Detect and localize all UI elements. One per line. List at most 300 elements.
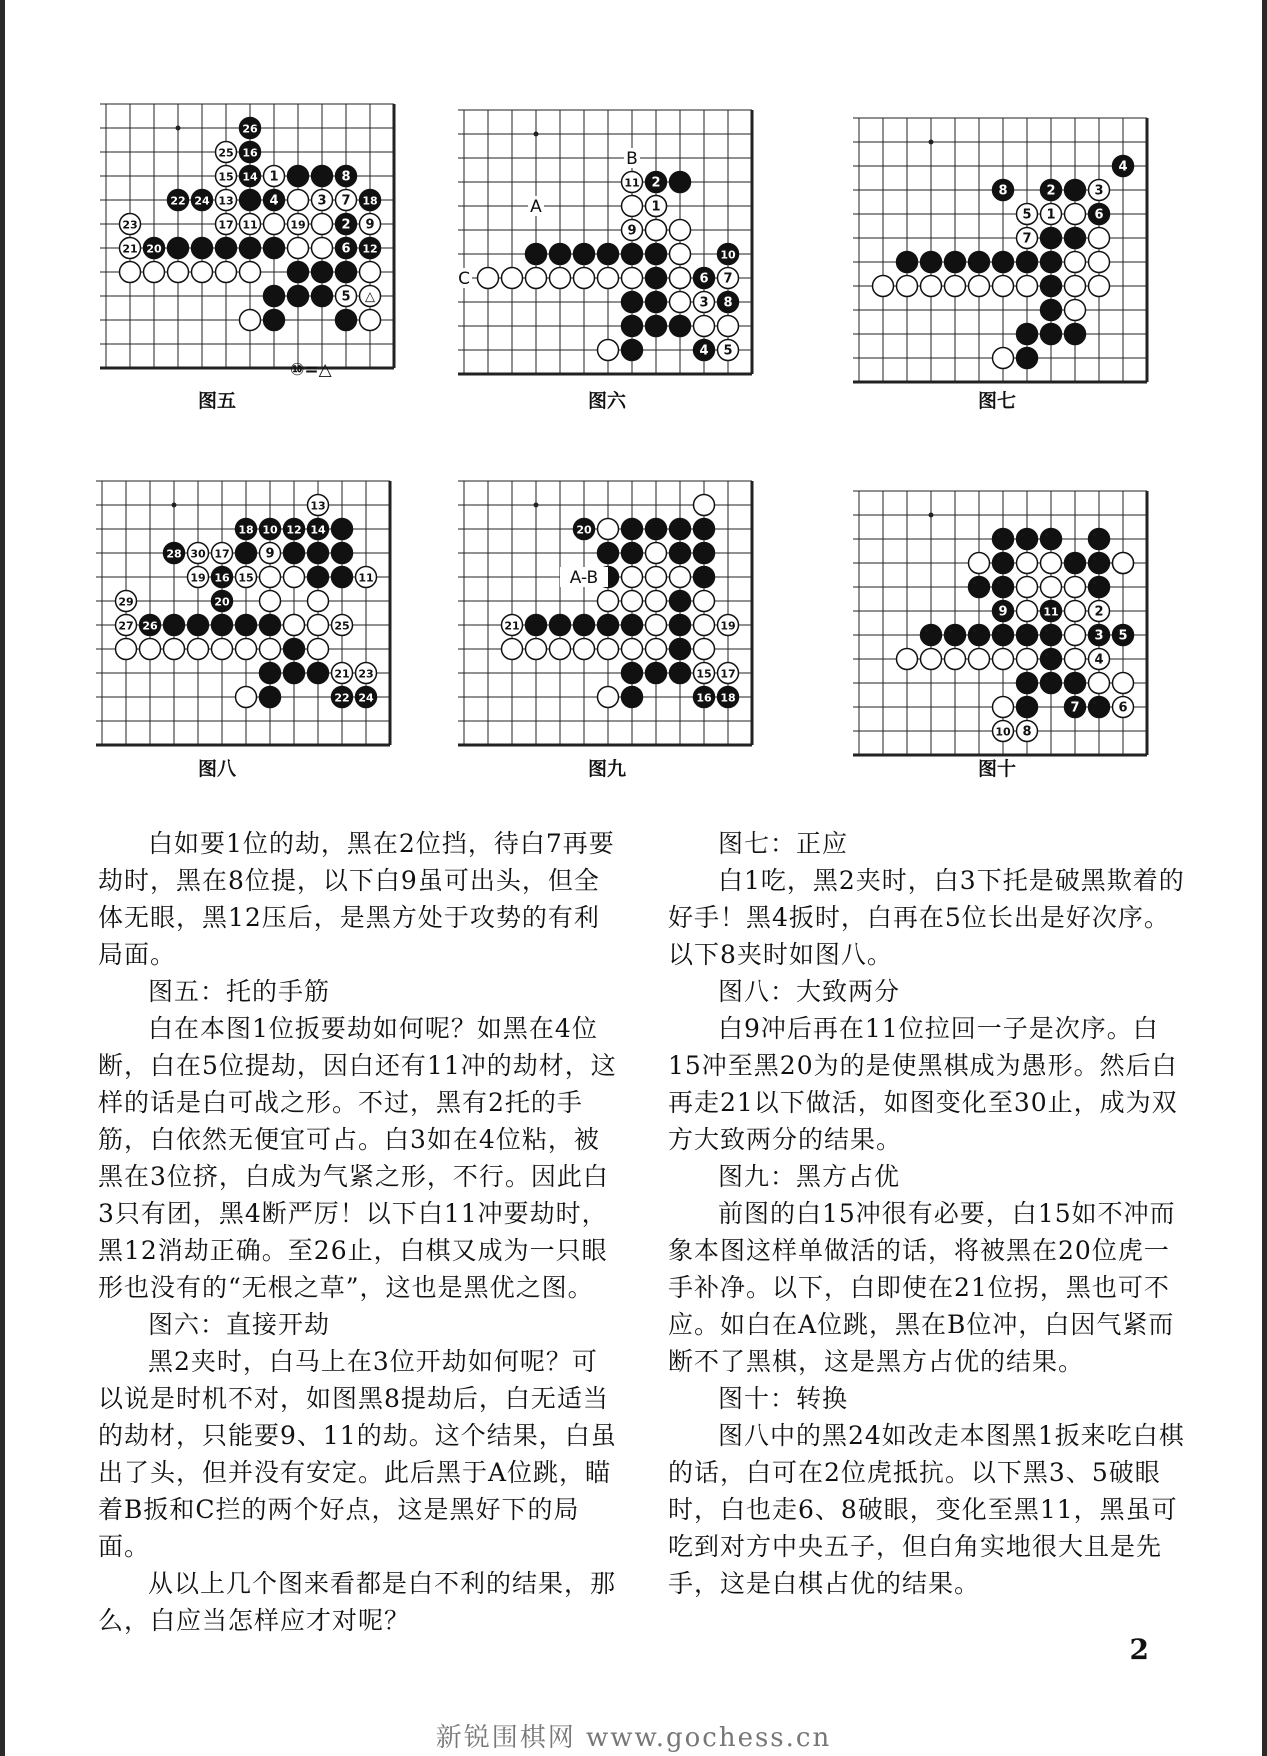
white-stone	[236, 567, 257, 588]
white-stone	[598, 687, 619, 708]
black-stone	[1017, 348, 1038, 369]
black-stone	[694, 567, 715, 588]
black-stone	[646, 292, 667, 313]
white-stone	[1113, 553, 1134, 574]
move-number: 7	[1070, 700, 1080, 716]
paragraph: 黑2夹时，白马上在3位开劫如何呢？可以说是时机不对，如图黑8提劫后，白无适当的劫材，只能要9、11的劫。这个结果，白虽出了头，但并没有安定。此后黑于A位跳，瞄着B扳和C拦的两个好点，这是黑好下的局面。	[98, 1347, 617, 1561]
black-stone	[1089, 204, 1110, 225]
white-stone	[1065, 204, 1086, 225]
black-stone	[312, 262, 333, 283]
move-number: 22	[170, 194, 186, 208]
black-stone	[622, 340, 643, 361]
white-stone	[288, 190, 309, 211]
black-stone	[1089, 577, 1110, 598]
black-stone	[144, 238, 165, 259]
white-stone	[240, 214, 261, 235]
white-stone	[969, 553, 990, 574]
white-stone	[670, 268, 691, 289]
black-stone	[1041, 276, 1062, 297]
black-stone	[993, 577, 1014, 598]
black-stone	[670, 543, 691, 564]
white-stone	[646, 220, 667, 241]
diagram-6-caption: 图六	[588, 390, 627, 412]
white-stone	[993, 721, 1014, 742]
go-diagram-9	[458, 475, 783, 735]
move-number: 11	[242, 218, 258, 232]
white-stone	[897, 276, 918, 297]
move-number: 13	[218, 194, 234, 208]
black-stone	[670, 663, 691, 684]
white-stone	[993, 348, 1014, 369]
paragraph: 前图的白15冲很有必要，白15如不冲而象本图这样单做活的话，将被黑在20位虎一手补净。以下，白即使在21位拐，黑也可不应。如白在A位跳，黑在B位冲，白因气紧而断不了黑棋，这是黑方占优的结果。	[668, 1199, 1176, 1376]
black-stone	[1089, 553, 1110, 574]
move-number: 26	[142, 619, 158, 633]
black-stone	[1041, 625, 1062, 646]
white-stone	[718, 663, 739, 684]
white-stone	[1017, 204, 1038, 225]
black-stone	[312, 286, 333, 307]
black-stone	[284, 663, 305, 684]
left-frame-line	[0, 0, 5, 1756]
black-stone	[993, 625, 1014, 646]
white-stone	[694, 292, 715, 313]
move-number: 6	[699, 271, 709, 287]
black-stone	[308, 519, 329, 540]
white-stone	[646, 639, 667, 660]
black-stone	[670, 591, 691, 612]
white-stone	[1065, 625, 1086, 646]
move-number: 15	[238, 571, 254, 585]
move-number: 9	[998, 604, 1008, 620]
white-stone	[646, 567, 667, 588]
white-stone	[360, 214, 381, 235]
white-stone	[168, 262, 189, 283]
black-stone	[945, 252, 966, 273]
move-number: 17	[218, 218, 234, 232]
go-diagram-8	[96, 475, 421, 735]
white-stone	[694, 495, 715, 516]
white-stone	[308, 615, 329, 636]
move-number: 6	[1118, 700, 1128, 716]
black-stone	[1017, 697, 1038, 718]
black-stone	[670, 172, 691, 193]
move-number: 11	[358, 571, 374, 585]
black-stone	[1065, 553, 1086, 574]
white-stone	[192, 262, 213, 283]
star-point	[176, 126, 181, 131]
white-stone	[478, 268, 499, 289]
white-stone	[945, 276, 966, 297]
move-number: 17	[214, 547, 230, 561]
white-stone	[574, 639, 595, 660]
point-label: C	[458, 269, 470, 289]
white-stone	[240, 262, 261, 283]
move-number: 9	[627, 223, 637, 239]
white-stone	[236, 687, 257, 708]
black-stone	[332, 687, 353, 708]
move-number: 8	[723, 295, 733, 311]
black-stone	[718, 687, 739, 708]
section-heading: 图七：正应	[718, 829, 849, 858]
black-stone	[336, 166, 357, 187]
white-stone	[718, 316, 739, 337]
white-stone	[240, 310, 261, 331]
black-stone	[718, 292, 739, 313]
white-stone	[144, 262, 165, 283]
paragraph: 白1吃，黑2夹时，白3下托是破黑欺着的好手！黑4扳时，白再在5位长出是好次序。以下8夹时如图八。	[668, 866, 1185, 969]
move-number: 6	[1094, 207, 1104, 223]
white-stone	[622, 220, 643, 241]
black-stone	[921, 252, 942, 273]
move-number: 8	[1022, 724, 1032, 740]
white-stone	[264, 166, 285, 187]
white-stone	[1017, 721, 1038, 742]
black-stone	[164, 615, 185, 636]
white-stone	[646, 543, 667, 564]
black-stone	[260, 687, 281, 708]
move-number: 2	[1046, 183, 1056, 199]
white-stone	[670, 292, 691, 313]
white-stone	[1113, 697, 1134, 718]
white-stone	[360, 310, 381, 331]
white-stone	[1065, 649, 1086, 670]
white-stone	[1017, 577, 1038, 598]
white-stone	[598, 591, 619, 612]
black-stone	[164, 543, 185, 564]
white-stone	[646, 196, 667, 217]
black-stone	[670, 519, 691, 540]
right-text-column	[668, 825, 1188, 1602]
black-stone	[1113, 625, 1134, 646]
black-stone	[969, 625, 990, 646]
white-stone	[598, 340, 619, 361]
move-number: 9	[265, 546, 275, 562]
black-stone	[212, 591, 233, 612]
move-number: 4	[1094, 652, 1104, 668]
move-number: 18	[238, 523, 254, 537]
black-stone	[646, 172, 667, 193]
black-stone	[284, 543, 305, 564]
white-stone	[1089, 649, 1110, 670]
white-stone	[116, 591, 137, 612]
move-number: 14	[242, 170, 258, 184]
black-stone	[574, 615, 595, 636]
white-stone	[502, 615, 523, 636]
black-stone	[550, 615, 571, 636]
move-number: 10	[720, 248, 736, 262]
move-number: 10	[262, 523, 278, 537]
move-number: 23	[358, 667, 374, 681]
white-stone	[164, 639, 185, 660]
paragraph: 白如要1位的劫，黑在2位挡，待白7再要劫时，黑在8位提，以下白9虽可出头，但全体无眼，黑12压后，是黑方处于攻势的有利局面。	[98, 829, 615, 969]
paragraph: 白9冲后再在11位拉回一子是次序。白15冲至黑20为的是使黑棋成为愚形。然后白再走21以下做活，如图变化至30止，成为双方大致两分的结果。	[668, 1014, 1178, 1154]
white-stone	[288, 238, 309, 259]
black-stone	[140, 615, 161, 636]
move-number: 1	[651, 199, 661, 215]
move-number: 12	[362, 242, 378, 256]
white-stone	[1065, 577, 1086, 598]
black-stone	[308, 543, 329, 564]
black-stone	[622, 687, 643, 708]
black-stone	[1041, 228, 1062, 249]
white-stone	[1089, 276, 1110, 297]
black-stone	[646, 316, 667, 337]
move-number: 23	[122, 218, 138, 232]
black-stone	[1041, 673, 1062, 694]
black-stone	[1041, 252, 1062, 273]
white-stone	[188, 543, 209, 564]
black-stone	[993, 180, 1014, 201]
black-stone	[1041, 649, 1062, 670]
black-stone	[168, 190, 189, 211]
move-number: 14	[310, 523, 326, 537]
black-stone	[574, 519, 595, 540]
black-stone	[1041, 601, 1062, 622]
white-stone	[308, 495, 329, 516]
black-stone	[264, 286, 285, 307]
black-stone	[236, 615, 257, 636]
white-stone	[1041, 553, 1062, 574]
black-stone	[993, 553, 1014, 574]
move-number: 8	[998, 183, 1008, 199]
move-number: 21	[504, 619, 520, 633]
black-stone	[332, 519, 353, 540]
move-number: 29	[118, 595, 134, 609]
black-stone	[260, 615, 281, 636]
diagram-5-caption: 图五	[198, 390, 237, 412]
move-number: 25	[218, 146, 234, 160]
diagram-8-caption: 图八	[198, 758, 237, 780]
white-stone	[598, 639, 619, 660]
go-board-10	[853, 485, 1178, 745]
black-stone	[336, 262, 357, 283]
white-stone	[526, 639, 547, 660]
move-number: 12	[286, 523, 302, 537]
white-stone	[260, 591, 281, 612]
move-number: 4	[699, 343, 709, 359]
move-number: 8	[341, 169, 351, 185]
white-stone	[1065, 601, 1086, 622]
black-stone	[694, 687, 715, 708]
move-number: 4	[1118, 159, 1128, 175]
go-board-9	[458, 475, 783, 735]
black-stone	[360, 190, 381, 211]
black-stone	[694, 519, 715, 540]
black-stone	[622, 292, 643, 313]
black-stone	[1041, 180, 1062, 201]
white-stone	[188, 567, 209, 588]
white-stone	[360, 262, 381, 283]
white-stone	[718, 340, 739, 361]
move-number: 5	[723, 343, 733, 359]
move-number: 2	[341, 217, 351, 233]
move-number: 7	[723, 271, 733, 287]
white-stone	[216, 142, 237, 163]
black-stone	[646, 268, 667, 289]
white-stone	[670, 244, 691, 265]
black-stone	[332, 567, 353, 588]
black-stone	[260, 663, 281, 684]
move-number: 15	[218, 170, 234, 184]
move-number: 25	[334, 619, 350, 633]
black-stone	[336, 238, 357, 259]
white-stone	[1017, 553, 1038, 574]
black-stone	[622, 663, 643, 684]
section-heading: 图五：托的手筋	[148, 977, 331, 1006]
white-stone	[526, 268, 547, 289]
point-label: A	[530, 197, 542, 217]
white-stone	[670, 567, 691, 588]
page-number: 2	[1129, 1633, 1149, 1666]
white-stone	[897, 649, 918, 670]
black-stone	[264, 310, 285, 331]
black-stone	[1065, 673, 1086, 694]
black-stone	[192, 190, 213, 211]
move-number: 17	[720, 667, 736, 681]
white-stone	[969, 649, 990, 670]
black-stone	[646, 663, 667, 684]
black-stone	[1017, 673, 1038, 694]
move-number: 4	[269, 193, 279, 209]
star-point	[929, 513, 934, 518]
black-stone	[1065, 324, 1086, 345]
move-number: 22	[334, 691, 350, 705]
black-stone	[598, 615, 619, 636]
black-stone	[356, 687, 377, 708]
white-stone	[921, 276, 942, 297]
move-number: 30	[190, 547, 206, 561]
white-stone	[216, 166, 237, 187]
section-heading: 图八：大致两分	[718, 977, 901, 1006]
paragraph: 图八中的黑24如改走本图黑1扳来吃白棋的话，白可在2位虎抵抗。以下黑3、5破眼时，白也走6、8破眼，变化至黑11，黑虽可吃到对方中央五子，但白角实地很大且是先手，这是白棋占优的结果。	[668, 1421, 1185, 1598]
black-stone	[336, 310, 357, 331]
black-stone	[969, 252, 990, 273]
black-stone	[526, 615, 547, 636]
white-stone	[1065, 276, 1086, 297]
move-number: 19	[290, 218, 306, 232]
black-stone	[598, 244, 619, 265]
black-stone	[969, 577, 990, 598]
star-point	[929, 140, 934, 145]
black-stone	[1089, 529, 1110, 550]
white-stone	[332, 663, 353, 684]
move-number: 26	[242, 122, 258, 136]
move-number: 24	[194, 194, 210, 208]
section-heading: 图十：转换	[718, 1384, 849, 1413]
black-stone	[284, 519, 305, 540]
black-stone	[897, 252, 918, 273]
move-number: 11	[624, 176, 640, 190]
black-stone	[1017, 625, 1038, 646]
white-stone	[356, 567, 377, 588]
star-point	[534, 503, 539, 508]
white-stone	[622, 172, 643, 193]
white-stone	[694, 316, 715, 337]
move-number: △	[365, 289, 375, 305]
go-diagram-5	[100, 98, 410, 368]
left-text-column	[98, 825, 618, 1639]
black-stone	[993, 252, 1014, 273]
white-stone	[216, 190, 237, 211]
white-stone	[284, 615, 305, 636]
section-heading: 图九：黑方占优	[718, 1162, 901, 1191]
move-number: 7	[341, 193, 351, 209]
black-stone	[694, 340, 715, 361]
white-stone	[622, 196, 643, 217]
white-stone	[694, 663, 715, 684]
move-number: 15	[696, 667, 712, 681]
black-stone	[1113, 156, 1134, 177]
white-stone	[993, 649, 1014, 670]
go-board-7	[853, 112, 1178, 382]
move-number: 28	[166, 547, 182, 561]
white-stone	[550, 639, 571, 660]
black-stone	[1017, 252, 1038, 273]
point-label: B	[626, 149, 638, 169]
white-stone	[694, 615, 715, 636]
white-stone	[116, 639, 137, 660]
white-stone	[260, 639, 281, 660]
move-number: 27	[118, 619, 134, 633]
move-number: 16	[242, 146, 258, 160]
black-stone	[1041, 324, 1062, 345]
white-stone	[502, 639, 523, 660]
black-stone	[264, 238, 285, 259]
white-stone	[1017, 228, 1038, 249]
black-stone	[646, 519, 667, 540]
black-stone	[1065, 228, 1086, 249]
move-number: 10	[995, 725, 1011, 739]
black-stone	[336, 214, 357, 235]
move-number: 20	[214, 595, 230, 609]
diagram-7-caption: 图七	[978, 390, 1017, 412]
black-stone	[264, 190, 285, 211]
move-number: 1	[269, 169, 279, 185]
white-stone	[945, 649, 966, 670]
black-stone	[1017, 324, 1038, 345]
black-stone	[646, 244, 667, 265]
white-stone	[1089, 601, 1110, 622]
white-stone	[312, 214, 333, 235]
black-stone	[670, 639, 691, 660]
black-stone	[694, 543, 715, 564]
go-board-5	[100, 98, 410, 368]
white-stone	[646, 615, 667, 636]
site-watermark-footer: 新锐围棋网 www.gochess.cn	[435, 1723, 832, 1753]
white-stone	[140, 639, 161, 660]
move-number: 9	[365, 217, 375, 233]
white-stone	[1065, 300, 1086, 321]
move-number: 3	[1094, 628, 1104, 644]
move-number: 5	[1118, 628, 1128, 644]
black-stone	[240, 238, 261, 259]
white-stone	[1041, 577, 1062, 598]
white-stone	[1017, 649, 1038, 670]
move-number: 2	[1094, 604, 1104, 620]
black-stone	[216, 238, 237, 259]
diagram-5-footnote: ⑩=△	[290, 360, 332, 380]
black-stone	[670, 615, 691, 636]
white-stone	[308, 591, 329, 612]
white-stone	[216, 214, 237, 235]
diagram-9-caption: 图九	[588, 758, 627, 780]
white-stone	[212, 543, 233, 564]
black-stone	[1041, 300, 1062, 321]
white-stone	[1089, 673, 1110, 694]
black-stone	[622, 615, 643, 636]
white-stone	[264, 214, 285, 235]
black-stone	[240, 118, 261, 139]
